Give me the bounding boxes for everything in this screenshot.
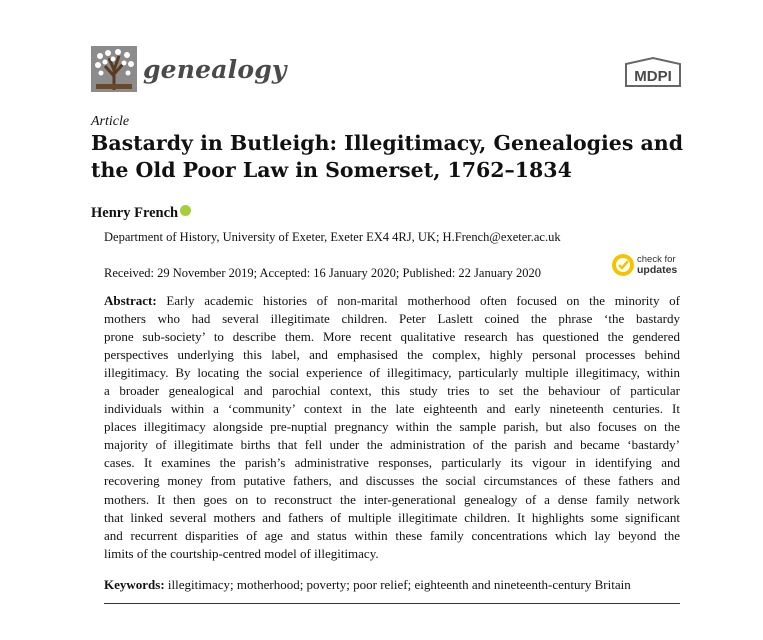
abstract-line: mothers who had several illegitimate children. Peter Laslett coined the phrase ‘the bastardy [104,311,680,327]
tree-logo-icon [91,46,137,92]
check-updates-icon [611,253,635,277]
check-for-updates-badge[interactable] [611,253,677,277]
keywords-label: Keywords: [104,577,165,592]
journal-name: genealogy [143,54,287,84]
abstract-line: a broader genealogical and parochial context, this study tries to set the behaviour of particular [104,383,680,399]
abstract-line: individuals within a ‘community’ context in the late eighteenth and early nineteenth centuries. It [104,401,680,417]
author-name[interactable]: Henry French [91,205,179,221]
abstract-line: and recurrent disparities of age and status within these family concentrations which lay beyond the [104,527,680,543]
affiliation: Department of History, University of Exeter, Exeter EX4 4RJ, UK; H.French@exeter.ac.uk [104,230,561,244]
check-updates-line1: check for [637,254,676,265]
publication-dates: Received: 29 November 2019; Accepted: 16 January 2020; Published: 22 January 2020 [104,266,542,280]
abstract-line: cases. It examines the parish’s administrative responses, particularly its vigour in identifying and [104,455,680,471]
abstract-line: Abstract: Early academic histories of non-marital motherhood often focused on the minority of [104,293,681,308]
journal-header [91,46,287,92]
article-type: Article [91,114,130,129]
abstract-line: places illegitimacy alongside pre-nuptial pregnancy within the sample parish, but also focuses on the [104,419,680,435]
abstract-line: illegitimacy. By locating the social experience of illegitimacy, particularly multiple illegitimacy, within [104,365,680,381]
mdpi-logo [622,56,684,90]
keywords-text: illegitimacy; motherhood; poverty; poor relief; eighteenth and nineteenth-century Britain [167,577,631,592]
abstract-line: that linked several mothers and fathers of multiple illegitimate children. It highlights some significant [104,509,680,525]
abstract-line: limits of the courtship-centred model of illegitimacy. [104,545,379,561]
divider [104,603,680,604]
abstract-line: recovering money from putative fathers, and discusses the social circumstances of these fathers and [104,473,680,489]
abstract-line: prone sub-society’ to describe them. More recent qualitative research has questioned the gendered [104,329,680,345]
abstract-line: mothers. It then goes on to reconstruct the inter-generational genealogy of a dense family network [104,491,680,507]
abstract-label: Abstract: [104,293,157,308]
publisher-logo-text: MDPI [634,68,672,85]
article-title: Bastardy in Butleigh: Illegitimacy, Genealogies and the Old Poor Law in Somerset, 1762–1834 [91,131,684,182]
orcid-icon[interactable] [180,205,191,216]
abstract-line: majority of illegitimate births that fell under the administration of the parish and became ‘bastardy’ [104,437,680,453]
abstract-line: perspectives underlying this label, and emphasised the complex, highly personal processes behind [104,347,680,363]
check-updates-line2: updates [637,264,678,276]
author [91,205,191,222]
abstract [104,292,680,563]
keywords [104,577,680,593]
